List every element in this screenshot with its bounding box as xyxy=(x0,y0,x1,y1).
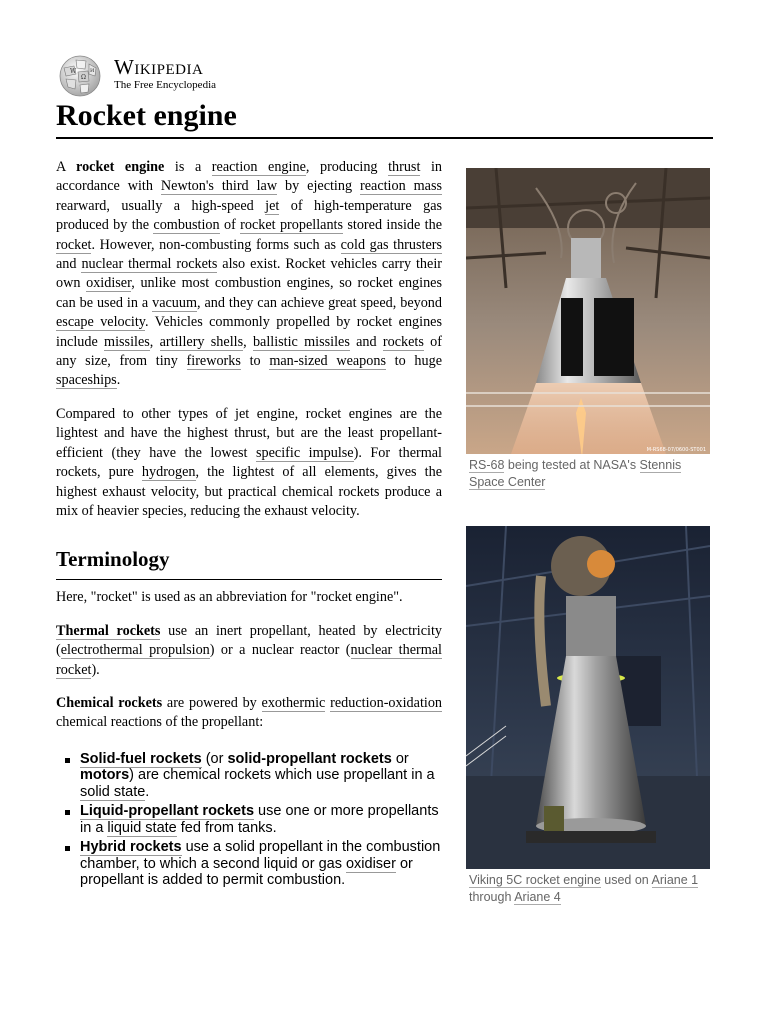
text-run: , xyxy=(243,333,253,350)
svg-text:W: W xyxy=(70,68,77,75)
text-run: . However, non-combusting forms such as xyxy=(91,236,341,253)
text-run: chemical reactions of the propellant: xyxy=(56,714,264,731)
text-run: , xyxy=(149,333,160,350)
text-run: ). xyxy=(91,661,100,678)
wiki-link[interactable]: rockets xyxy=(382,333,424,350)
terminology-paragraph-1 xyxy=(56,588,442,607)
wiki-link[interactable]: Hybrid rockets xyxy=(80,839,182,856)
wordmark-title: Wikipedia xyxy=(114,55,204,79)
text-run: or propellant is added to permit combustion. xyxy=(80,855,413,889)
text-run: and xyxy=(56,256,82,273)
list-item xyxy=(80,839,442,889)
text-run: use a solid propellant in the combustion chamber, to which a second liquid or gas xyxy=(80,839,441,872)
wordmark-subtitle: The Free Encyclopedia xyxy=(114,79,217,91)
wiki-link[interactable]: reduction-oxidation xyxy=(330,694,443,711)
wiki-link[interactable]: liquid state xyxy=(107,819,177,836)
list-item xyxy=(80,751,442,801)
wiki-link[interactable]: exothermic xyxy=(261,694,326,711)
wiki-link[interactable]: rocket propellants xyxy=(240,217,344,234)
wiki-link[interactable]: vacuum xyxy=(152,294,198,311)
wiki-link[interactable]: cold gas thrusters xyxy=(340,236,442,253)
text-run: to huge xyxy=(385,353,442,370)
text-run: ). For thermal rockets, pure xyxy=(56,444,443,481)
text-run: in accordance with xyxy=(56,159,443,195)
text-run: of high-temperature gas produced by the xyxy=(56,197,443,234)
terminology-heading: Terminology xyxy=(56,545,442,580)
wiki-link[interactable]: solid state xyxy=(80,783,146,800)
list-item xyxy=(80,803,442,836)
wiki-link[interactable]: Liquid-propellant rockets xyxy=(80,803,255,820)
wiki-link[interactable]: Newton's third law xyxy=(160,178,278,195)
text-run: . xyxy=(145,783,150,800)
text-run: rearward, usually a high-speed xyxy=(56,197,266,214)
wiki-link[interactable]: missiles xyxy=(104,333,150,350)
text-run: or xyxy=(391,750,409,767)
figure-rs68 xyxy=(466,168,710,491)
text-run: is a xyxy=(164,159,212,175)
text-run: A xyxy=(56,159,77,175)
wiki-link[interactable]: nuclear thermal rockets xyxy=(81,256,218,273)
text-run: through xyxy=(469,890,515,904)
wiki-link[interactable]: fireworks xyxy=(186,353,241,370)
figure-caption xyxy=(466,872,710,906)
wikipedia-wordmark[interactable] xyxy=(114,56,216,91)
wiki-link[interactable]: thrust xyxy=(388,159,421,175)
wiki-link[interactable]: reaction mass xyxy=(360,178,443,195)
rs68-test-photo[interactable] xyxy=(466,168,710,454)
article-body xyxy=(56,158,442,892)
wiki-link[interactable]: hydrogen xyxy=(141,464,196,481)
intro-paragraph-2 xyxy=(56,405,442,521)
photo-label: M-RS68-07/0600-ST001 xyxy=(646,447,706,453)
text-run: used on xyxy=(600,873,652,887)
wiki-link[interactable]: artillery shells xyxy=(159,333,244,350)
svg-text:Ω: Ω xyxy=(81,74,86,81)
wiki-link[interactable]: RS-68 xyxy=(469,458,505,472)
text-run: and xyxy=(349,333,383,350)
wiki-link[interactable]: electrothermal propulsion xyxy=(60,642,210,659)
text-run: of any size, from tiny xyxy=(56,333,442,370)
terminology-paragraph-3 xyxy=(56,694,442,733)
text-run: use one or more propellants in a xyxy=(80,803,439,836)
wiki-link[interactable]: Solid-fuel rockets xyxy=(80,750,202,767)
text-run: are powered by xyxy=(162,694,262,711)
text-run: (or xyxy=(201,750,228,767)
wiki-link[interactable]: rocket xyxy=(56,236,92,253)
text-run: , unlike most combustion engines, so rocket engines can be used in a xyxy=(56,275,443,311)
text-run: , the lightest of all elements, gives the highest exhaust velocity, but practical chemical rockets produce a mix of heavier species, reducing the exhaust velocity. xyxy=(56,464,442,519)
wiki-link[interactable]: man-sized weapons xyxy=(269,353,386,370)
text-run: , producing xyxy=(305,159,389,175)
text-run: use an inert propellant, heated by electricity ( xyxy=(56,622,442,659)
bold-term: rocket engine xyxy=(76,159,165,175)
svg-text:И: И xyxy=(90,68,95,74)
wiki-link[interactable]: escape velocity xyxy=(56,314,145,331)
page-title: Rocket engine xyxy=(56,97,713,139)
bold-term: solid-propellant rockets xyxy=(227,750,392,767)
wiki-link[interactable]: Thermal rockets xyxy=(56,622,161,639)
wiki-link[interactable]: jet xyxy=(265,197,280,214)
text-run: stored inside the xyxy=(343,217,442,234)
text-run: being tested at NASA's xyxy=(504,458,640,472)
wiki-link[interactable]: Ariane 1 xyxy=(651,873,699,887)
wiki-link[interactable]: nuclear thermal rocket xyxy=(56,642,443,678)
bold-term: Chemical rockets xyxy=(56,694,163,711)
intro-paragraph-1 xyxy=(56,158,442,391)
text-run: . Vehicles commonly propelled by rocket engines include xyxy=(56,314,442,350)
rocket-types-list xyxy=(56,751,442,889)
wiki-link[interactable]: combustion xyxy=(153,217,220,234)
text-run: fed from tanks. xyxy=(176,819,277,836)
wiki-link[interactable]: oxidiser xyxy=(86,275,132,292)
text-run: also exist. Rocket vehicles carry their own xyxy=(56,256,442,292)
text-run: ) or a nuclear reactor ( xyxy=(209,642,351,659)
figure-viking-5c xyxy=(466,526,710,906)
text-run: . xyxy=(116,372,121,389)
text-run: ) are chemical rockets which use propellant in a xyxy=(129,767,435,784)
text-run: to xyxy=(240,353,270,370)
viking-5c-photo[interactable] xyxy=(466,526,710,869)
text-run: by ejecting xyxy=(277,178,360,195)
wiki-link[interactable]: ballistic missiles xyxy=(252,333,350,350)
wiki-link[interactable]: oxidiser xyxy=(345,855,396,872)
wiki-link[interactable]: specific impulse xyxy=(256,444,354,461)
terminology-paragraph-2 xyxy=(56,622,442,680)
figure-caption xyxy=(466,457,710,491)
wiki-link[interactable]: Viking 5C rocket engine xyxy=(469,873,601,887)
wiki-link[interactable]: reaction engine xyxy=(211,159,306,175)
text-run: , and they can achieve great speed, beyond xyxy=(197,294,442,311)
text-run: Here, "rocket" is used as an abbreviation for "rocket engine". xyxy=(56,589,403,606)
wiki-link[interactable]: spaceships xyxy=(56,372,117,389)
bold-term: motors xyxy=(80,767,130,784)
text-run: Compared to other types of jet engine, rocket engines are the lightest and have the highest thrust, but are the least propellant-efficient (they have the lowest xyxy=(56,405,442,461)
text-run: of xyxy=(219,217,241,234)
wiki-link[interactable]: Ariane 4 xyxy=(514,890,561,904)
wiki-link[interactable]: Stennis Space Center xyxy=(469,458,682,489)
wikipedia-globe-icon[interactable] xyxy=(56,54,104,98)
